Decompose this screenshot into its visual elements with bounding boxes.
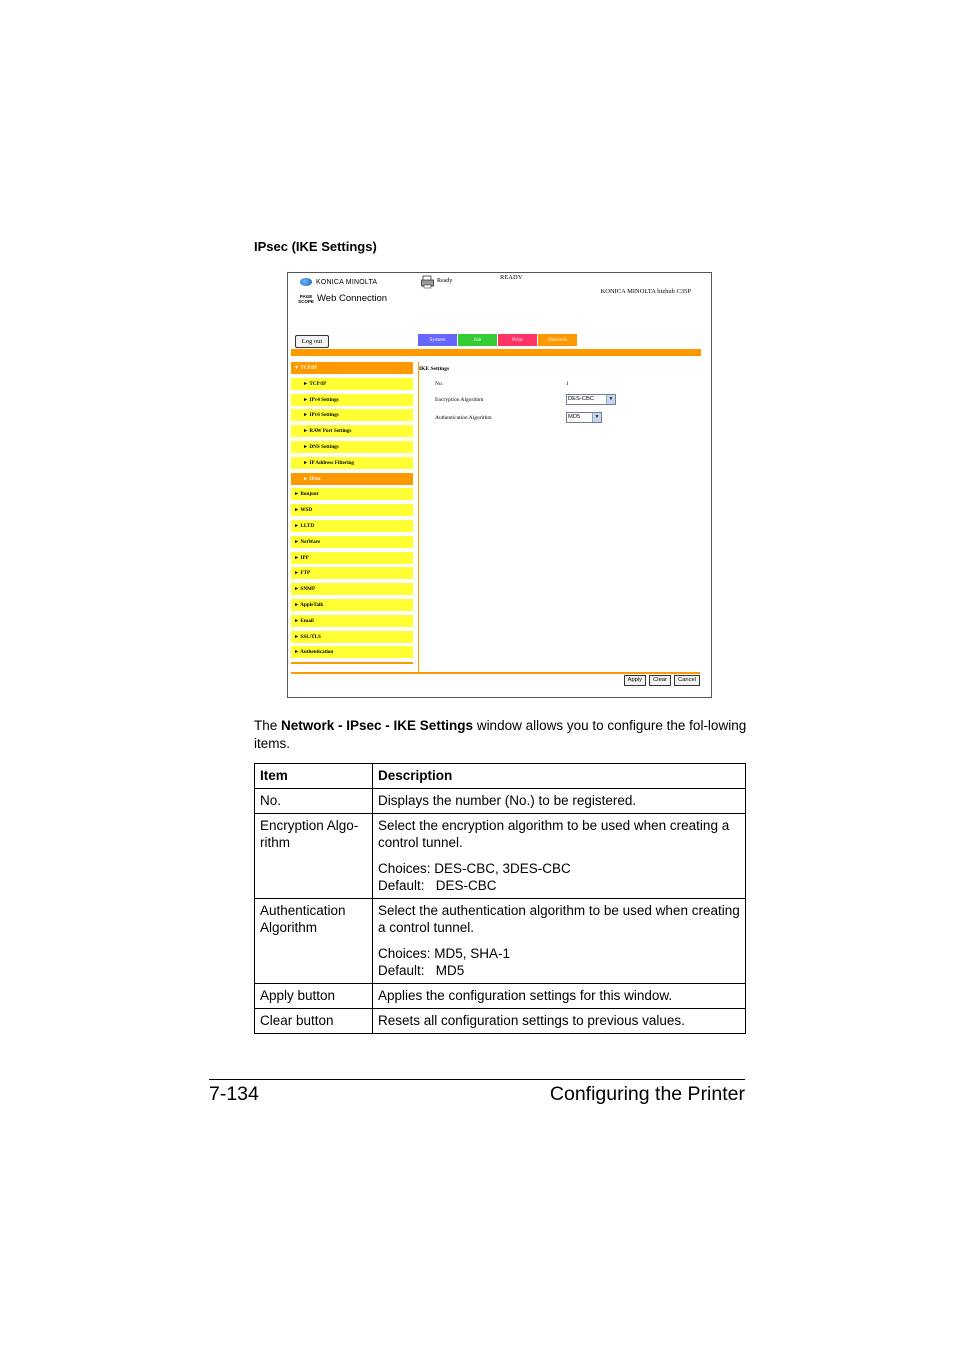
header-description: Description — [373, 764, 746, 789]
sidebar-bottom-rule — [291, 662, 413, 664]
chevron-down-icon: ▼ — [592, 413, 601, 422]
sidebar-item[interactable]: ► IPv6 Settings — [291, 409, 413, 421]
sidebar-item[interactable]: ► Bonjour — [291, 488, 413, 500]
logout-button[interactable]: Log out — [295, 335, 329, 348]
description-cell: Select the encryption algorithm to be used when creating a control tunnel. Choices: DES-CBC, 3DES-CBC Default: DES-CBC — [373, 814, 746, 899]
sidebar-item[interactable]: ► IPv4 Settings — [291, 394, 413, 406]
description-cell: Resets all configuration settings to previous values. — [373, 1009, 746, 1034]
default-text: Default: MD5 — [378, 963, 465, 978]
sidebar-item[interactable]: ► Email — [291, 615, 413, 627]
pagescope-logo — [298, 293, 387, 304]
encryption-label: Encryption Algorithm — [435, 397, 484, 403]
choices-text: Choices: MD5, SHA-1 — [378, 946, 511, 961]
printer-model: KONICA MINOLTA bizhub C35P — [600, 288, 691, 295]
sidebar-item[interactable]: ► LLTD — [291, 520, 413, 532]
table-row — [255, 1009, 746, 1034]
page-number: 7-134 — [209, 1083, 259, 1105]
table-row — [255, 984, 746, 1009]
sidebar-divider — [418, 362, 419, 672]
table-row — [255, 899, 746, 984]
sidebar-item[interactable]: ► IPsec — [291, 473, 413, 485]
window-path: Network - IPsec - IKE Settings — [281, 718, 474, 733]
sidebar-item[interactable]: ► SSL/TLS — [291, 631, 413, 643]
brand-name: KONICA MINOLTA — [316, 278, 378, 286]
tab-job[interactable]: Job — [458, 334, 497, 346]
chevron-down-icon: ▼ — [606, 395, 615, 404]
default-text: Default: DES-CBC — [378, 878, 497, 893]
description-cell: Select the authentication algorithm to be used when creating a control tunnel. Choices: MD5, SHA-1 Default: MD5 — [373, 899, 746, 984]
section-title: IPsec (IKE Settings) — [254, 239, 377, 254]
no-label: No. — [435, 381, 444, 387]
sidebar-item[interactable]: ► RAW Port Settings — [291, 425, 413, 437]
sidebar-item[interactable]: ► NetWare — [291, 536, 413, 548]
sidebar-item[interactable]: ► SNMP — [291, 583, 413, 595]
item-cell: No. — [255, 789, 373, 814]
status-ready: READY — [500, 274, 523, 281]
pagescope-badge: PAGE SCOPE — [298, 293, 314, 304]
tab-system[interactable]: System — [418, 334, 457, 346]
choices-text: Choices: DES-CBC, 3DES-CBC — [378, 861, 571, 876]
sidebar-item[interactable]: ► IP Address Filtering — [291, 457, 413, 469]
panel-title: IKE Settings — [419, 366, 450, 372]
header-bar — [291, 349, 701, 356]
sidebar-item[interactable]: ▼ TCP/IP — [291, 362, 413, 374]
konica-minolta-logo — [300, 278, 377, 286]
clear-button[interactable]: Clear — [649, 675, 671, 686]
encryption-select[interactable]: DES-CBC ▼ — [566, 394, 616, 405]
table-row — [255, 814, 746, 899]
web-connection-label: Web Connection — [317, 293, 388, 304]
description-cell: Displays the number (No.) to be registered. — [373, 789, 746, 814]
globe-icon — [300, 278, 312, 286]
authentication-label: Authentication Algorithm — [435, 415, 492, 421]
table-row — [255, 789, 746, 814]
web-connection-screenshot — [287, 272, 712, 698]
apply-button[interactable]: Apply — [624, 675, 647, 686]
chapter-title: Configuring the Printer — [549, 1083, 745, 1105]
sidebar-item[interactable]: ► IPP — [291, 552, 413, 564]
tab-network[interactable]: Network — [538, 334, 577, 346]
action-buttons — [624, 675, 700, 686]
header-item: Item — [255, 764, 373, 789]
printer-status-icon — [421, 275, 434, 289]
footer-rule — [209, 1079, 745, 1080]
authentication-select[interactable]: MD5 ▼ — [566, 412, 602, 423]
sidebar-menu — [291, 362, 413, 664]
item-cell: Apply button — [255, 984, 373, 1009]
settings-table — [254, 763, 746, 1034]
tab-print[interactable]: Print — [498, 334, 537, 346]
item-cell: Clear button — [255, 1009, 373, 1034]
sidebar-item[interactable]: ► DNS Settings — [291, 441, 413, 453]
main-tabs — [418, 334, 577, 346]
item-cell: Authentication Algorithm — [255, 899, 373, 984]
table-header-row — [255, 764, 746, 789]
sidebar-item[interactable]: ► AppleTalk — [291, 599, 413, 611]
status-ready-small: Ready — [437, 278, 453, 284]
sidebar-item[interactable]: ► TCP/IP — [291, 378, 413, 390]
description-paragraph: The Network - IPsec - IKE Settings window allows you to configure the fol-lowing items. — [254, 718, 747, 751]
item-cell: Encryption Algo-rithm — [255, 814, 373, 899]
sidebar-item[interactable]: ► Authentication — [291, 646, 413, 658]
footer-bar — [291, 672, 700, 674]
sidebar-item[interactable]: ► FTP — [291, 567, 413, 579]
no-value: 1 — [566, 381, 569, 387]
sidebar-item[interactable]: ► WSD — [291, 504, 413, 516]
description-cell: Applies the configuration settings for this window. — [373, 984, 746, 1009]
cancel-button[interactable]: Cancel — [674, 675, 700, 686]
